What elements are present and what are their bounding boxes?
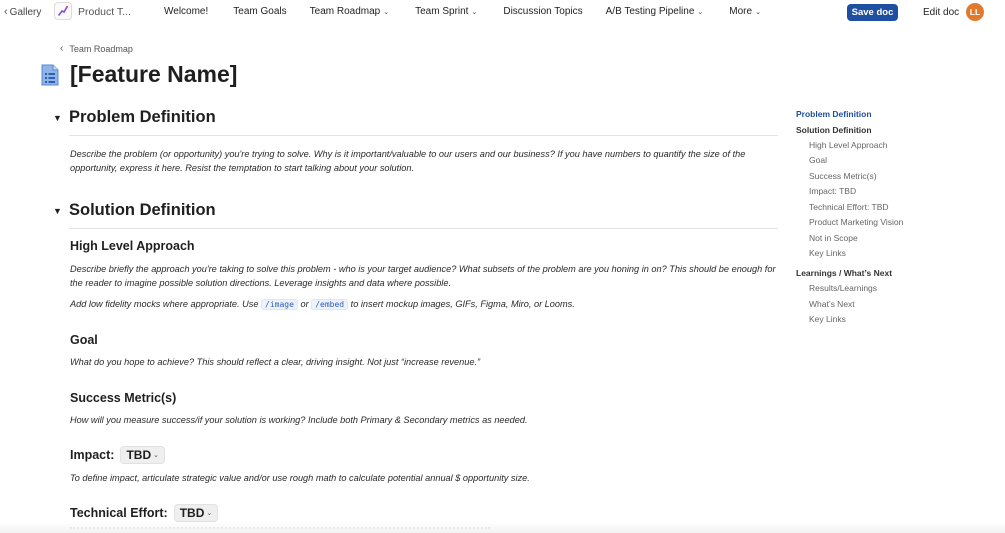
edit-doc-button[interactable]: Edit doc xyxy=(923,7,960,18)
section-solution-header[interactable] xyxy=(53,201,216,220)
toc-item[interactable]: Product Marketing Vision xyxy=(809,217,904,227)
collapse-toggle-icon[interactable]: ▼ xyxy=(53,205,62,216)
section-title: Solution Definition xyxy=(69,201,216,219)
effort-label: Technical Effort: xyxy=(70,506,168,520)
toc-item[interactable]: Goal xyxy=(809,155,827,165)
section-title: Problem Definition xyxy=(69,108,216,126)
toc-item[interactable]: Technical Effort: TBD xyxy=(809,202,889,212)
collapse-toggle-icon[interactable]: ▼ xyxy=(53,112,62,123)
impact-select[interactable] xyxy=(120,446,165,464)
toc-item[interactable]: Key Links xyxy=(809,314,846,324)
heading-success-metrics: Success Metric(s) xyxy=(70,391,177,405)
chevron-down-icon: ⌄ xyxy=(206,510,213,517)
chevron-down-icon: ⌄ xyxy=(153,452,159,459)
nav-label: Team Goals xyxy=(233,6,287,17)
toc-item[interactable]: High Level Approach xyxy=(809,140,888,150)
impact-description: To define impact, articulate strategic value and/or use rough math to calculate potential annual $ opportunity size. xyxy=(70,473,530,483)
mocks-text: Add low fidelity mocks where appropriate. Use xyxy=(70,299,259,309)
nav-label: Welcome! xyxy=(164,6,209,17)
divider xyxy=(69,228,778,229)
slash-command-embed: /embed xyxy=(311,299,348,310)
scroll-fade xyxy=(0,522,1005,533)
avatar[interactable]: LL xyxy=(966,3,984,21)
section-problem-header[interactable] xyxy=(53,108,216,127)
goal-description: What do you hope to achieve? This should reflect a clear, driving insight. Not just “increase revenue.” xyxy=(70,357,481,367)
nav-label: Discussion Topics xyxy=(503,6,583,17)
toc-item[interactable]: Problem Definition xyxy=(796,109,872,119)
effort-select[interactable] xyxy=(174,504,219,522)
chevron-down-icon: ⌄ xyxy=(471,8,478,16)
mocks-text: or xyxy=(300,299,309,309)
slash-command-image: /image xyxy=(261,299,298,310)
page-title: [Feature Name] xyxy=(70,61,238,87)
nav-label: Team Sprint xyxy=(415,6,469,17)
toc-item[interactable]: Not in Scope xyxy=(809,233,858,243)
impact-label: Impact: xyxy=(70,448,115,462)
toc-item[interactable]: Impact: TBD xyxy=(809,186,857,196)
chevron-down-icon: ⌄ xyxy=(755,8,761,16)
mocks-text: to insert mockup images, GIFs, Figma, Miro, or Looms. xyxy=(350,299,575,309)
toc-item[interactable]: Results/Learnings xyxy=(809,283,878,293)
approach-description: Describe briefly the approach you're taking to solve this problem - who is your target audience? What subsets of the problem are you honing in on? This should be enough for the reader to imagine possible solution directions. Leverage insights and data where possible. xyxy=(70,264,776,288)
problem-description: Describe the problem (or opportunity) you're trying to solve. Why is it important/valuable to our users and our business? If you have numbers to quantify the size of the opportunity, express it here. Resist the temptation to start talking about your solution. xyxy=(70,149,746,173)
impact-value: TBD xyxy=(126,448,152,462)
nav-label: More xyxy=(729,6,753,17)
breadcrumb-label: Team Roadmap xyxy=(69,43,133,54)
doc-title[interactable]: Product T... xyxy=(78,6,131,18)
effort-value: TBD xyxy=(179,506,205,520)
heading-goal: Goal xyxy=(70,333,98,347)
toc-item[interactable]: Success Metric(s) xyxy=(809,171,877,181)
chevron-left-icon: ‹ xyxy=(60,43,64,54)
toc-item[interactable]: Learnings / What’s Next xyxy=(796,268,893,278)
nav-label: Team Roadmap xyxy=(309,6,381,17)
toc-item[interactable]: Solution Definition xyxy=(796,125,872,135)
chevron-left-icon: ‹ xyxy=(4,6,8,18)
toc-item[interactable]: Key Links xyxy=(809,248,846,258)
nav-label: A/B Testing Pipeline xyxy=(605,6,695,17)
heading-technical-effort xyxy=(70,504,218,522)
divider xyxy=(69,135,778,136)
success-description: How will you measure success/if your solution is working? Include both Primary & Secondary metrics as needed. xyxy=(70,415,528,425)
save-doc-button[interactable]: Save doc xyxy=(847,4,898,21)
gallery-label: Gallery xyxy=(9,6,42,18)
chevron-down-icon: ⌄ xyxy=(383,8,390,16)
heading-high-level-approach: High Level Approach xyxy=(70,239,195,253)
chevron-down-icon: ⌄ xyxy=(697,8,704,16)
mocks-hint xyxy=(70,297,780,312)
heading-impact xyxy=(70,446,165,464)
toc-item[interactable]: What’s Next xyxy=(809,299,855,309)
